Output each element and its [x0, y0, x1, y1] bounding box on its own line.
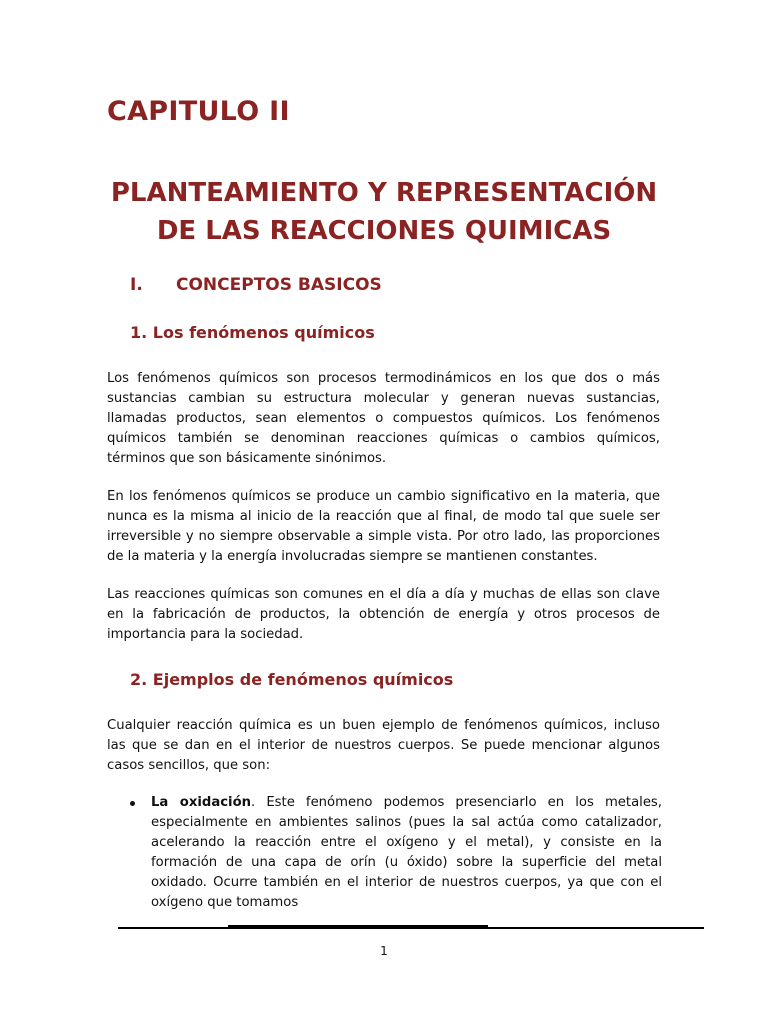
paragraph-4: Cualquier reacción química es un buen ejemplo de fenómenos químicos, incluso las que se dan en el interior de nuestros cuerpos. Se puede mencionar algunos casos sencillos, que son:	[107, 718, 660, 773]
page-number: 1	[380, 944, 388, 958]
subheading-1: 1. Los fenómenos químicos	[130, 323, 375, 342]
section-heading	[130, 275, 382, 295]
main-title	[60, 174, 708, 250]
subheading-2: 2. Ejemplos de fenómenos químicos	[130, 670, 454, 689]
section-label: CONCEPTOS BASICOS	[176, 275, 382, 295]
bullet-body: . Este fenómeno podemos presenciarlo en los metales, especialmente en ambientes salinos (pues la sal actúa como catalizador, acelerando la reacción entre el oxígeno y el metal), y consiste en la formación de una capa de orín (u óxido) sobre la superficie del metal oxidado. Ocurre también en el interior de nuestros cuerpos, ya que con el oxígeno que tomamos	[151, 795, 662, 910]
bullet-text	[151, 793, 662, 913]
section-number: I.	[130, 275, 143, 295]
chapter-heading: CAPITULO II	[107, 96, 290, 127]
main-title-line-1: PLANTEAMIENTO Y REPRESENTACIÓN	[110, 178, 658, 208]
main-title-line-2: DE LAS REACCIONES QUIMICAS	[156, 216, 612, 246]
bullet-bold-term: La oxidación	[151, 795, 252, 810]
paragraph-3: Las reacciones químicas son comunes en el día a día y muchas de ellas son clave en la fabricación de productos, la obtención de energía y otros procesos de importancia para la sociedad.	[107, 587, 660, 642]
bullet-item-oxidation	[130, 793, 662, 913]
paragraph-1: Los fenómenos químicos son procesos termodinámicos en los que dos o más sustancias cambian su estructura molecular y generan nuevas sustancias, llamadas productos, sean elementos o compuestos químicos. Los fenómenos químicos también se denominan reacciones químicas o cambios químicos, términos que son básicamente sinónimos.	[107, 371, 660, 466]
footer-rule-accent	[228, 925, 488, 929]
bullet-dot-icon	[130, 801, 135, 806]
paragraph-2: En los fenómenos químicos se produce un cambio significativo en la materia, que nunca es la misma al inicio de la reacción que al final, de modo tal que suele ser irreversible y no siempre observable a simple vista. Por otro lado, las proporciones de la materia y la energía involucradas siempre se mantienen constantes.	[107, 489, 660, 564]
